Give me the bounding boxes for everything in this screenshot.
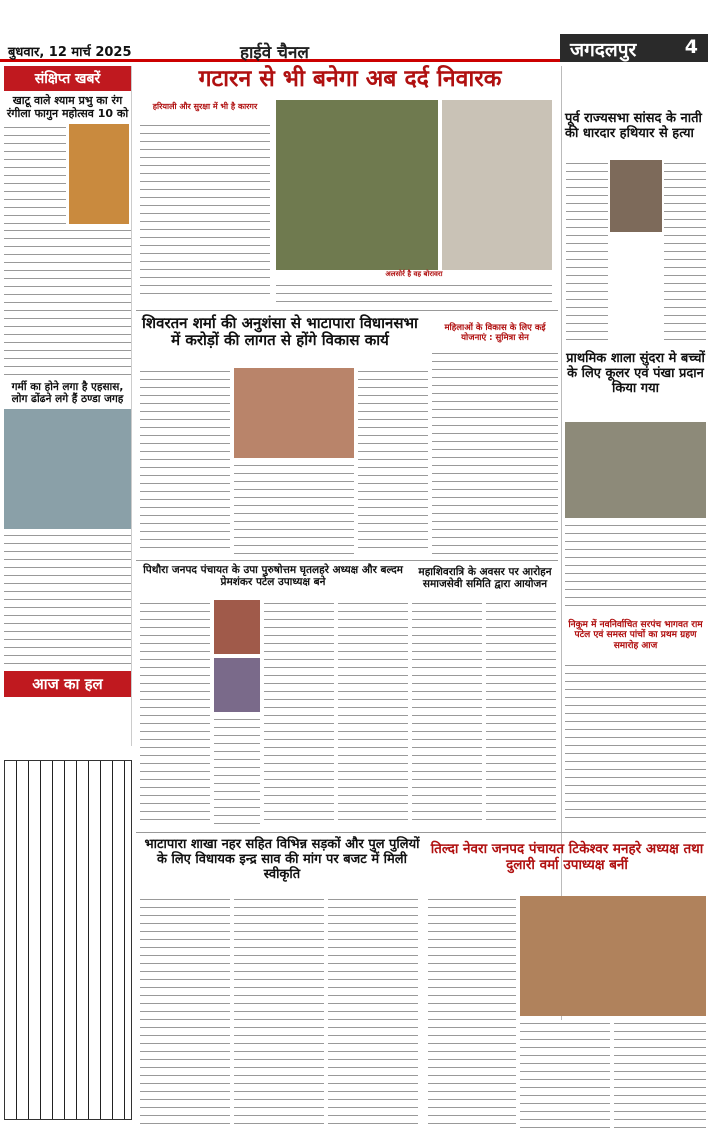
main-col1	[140, 122, 270, 300]
school-body	[565, 522, 706, 612]
shivratan-col1	[140, 368, 230, 554]
mahashiv-col2	[486, 600, 556, 826]
pithora-photo-2	[214, 658, 260, 712]
tilda-col2	[520, 1020, 610, 1128]
mp-col2	[664, 160, 706, 340]
brief-heading: संक्षिप्त खबरें	[4, 66, 131, 91]
mahila-body	[432, 350, 558, 554]
shivratan-photo	[234, 368, 354, 458]
mp-headline: पूर्व राज्यसभा सांसद के नाती की धारदार हथियार से हत्या	[565, 111, 702, 141]
city-name: जगदलपुर	[570, 39, 637, 61]
mp-col1	[566, 160, 608, 340]
mp-photo	[610, 160, 662, 232]
page-header	[0, 0, 708, 62]
aaj-ka-hal-heading: आज का हल	[4, 671, 131, 697]
pithora-col2	[214, 716, 260, 826]
mahashiv-col1	[412, 600, 482, 826]
pithora-photo-1	[214, 600, 260, 654]
nahar-col1	[140, 896, 230, 1128]
mahashiv-headline: महाशिवरात्रि के अवसर पर आरोहन समाजसेवी समिति द्वारा आयोजन	[418, 566, 552, 591]
tilda-photo	[520, 896, 706, 1016]
city-banner	[560, 34, 708, 62]
sidebar	[4, 66, 132, 746]
puzzle-grid	[4, 760, 132, 1120]
main-headline: गटारन से भी बनेगा अब दर्द निवारक	[198, 66, 502, 92]
nikum-headline: निकुम में नवनिर्वाचित सरपंच भागवत राम पटेल एवं समस्त पांचों का प्रथम ग्रहण समारोह आज	[568, 620, 703, 651]
main-photo-plant	[276, 100, 438, 270]
pithora-headline: पिथौरा जनपद पंचायत के उपा पुरुषोत्तम घृतलहरे अध्यक्ष और बल्दम प्रेमशंकर पटेल उपाध्यक्ष बने	[143, 564, 403, 589]
story2-headline: गर्मी का होने लगा है एहसास, लोग ढोंढने लगे हैं ठण्डा जगह	[11, 381, 124, 406]
nahar-col2	[234, 896, 324, 1128]
pithora-col4	[338, 600, 408, 826]
school-photo	[565, 422, 706, 518]
tilda-col3	[614, 1020, 706, 1128]
nikum-body	[565, 662, 706, 822]
shivratan-col3	[358, 368, 428, 554]
mahila-headline: महिलाओं के विकास के लिए कई योजनाएं : सुमित्रा सेन	[444, 323, 546, 343]
nahar-headline: भाटापारा शाखा नहर सहित विभिन्न सड़कों और पुल पुलियों के लिए विधायक इन्द्र साव की मांग पर बजट में मिली स्वीकृति	[144, 837, 420, 882]
tilda-headline: तिल्दा नेवरा जनपद पंचायत टिकेश्वर मनहरे अध्यक्ष तथा दुलारी वर्मा उपाध्यक्ष बनीं	[430, 841, 704, 873]
page-number: 4	[684, 36, 698, 58]
nahar-col3	[328, 896, 418, 1128]
story1-text	[4, 124, 66, 224]
story2-photo	[4, 409, 131, 529]
main-photo-fruit	[442, 100, 552, 270]
tilda-col1	[428, 896, 516, 1128]
pithora-col3	[264, 600, 334, 826]
story1-headline: खाटू वाले श्याम प्रभु का रंग रंगीला फागुन महोत्सव 10 को	[6, 94, 129, 120]
school-headline: प्राथमिक शाला सुंदरा मे बच्चों के लिए कूलर एवं पंखा प्रदान किया गया	[566, 351, 705, 396]
story1-body	[4, 227, 131, 377]
main-body	[276, 282, 552, 302]
issue-date: बुधवार, 12 मार्च 2025	[8, 45, 132, 60]
shivratan-headline: शिवरतन शर्मा की अनुशंसा से भाटापारा विधानसभा में करोड़ों की लागत से होंगे विकास कार्य	[142, 314, 418, 350]
paper-name: हाईवे चैनल	[240, 43, 309, 63]
story1-photo	[69, 124, 129, 224]
shivratan-col2	[234, 462, 354, 554]
main-photo-caption: अलसोर्र है वह बोरावरा	[385, 270, 443, 278]
pithora-col1	[140, 600, 210, 826]
story2-body	[4, 532, 131, 667]
main-subhead: हरियाली और सुरक्षा में भी है कारगर	[152, 102, 258, 111]
